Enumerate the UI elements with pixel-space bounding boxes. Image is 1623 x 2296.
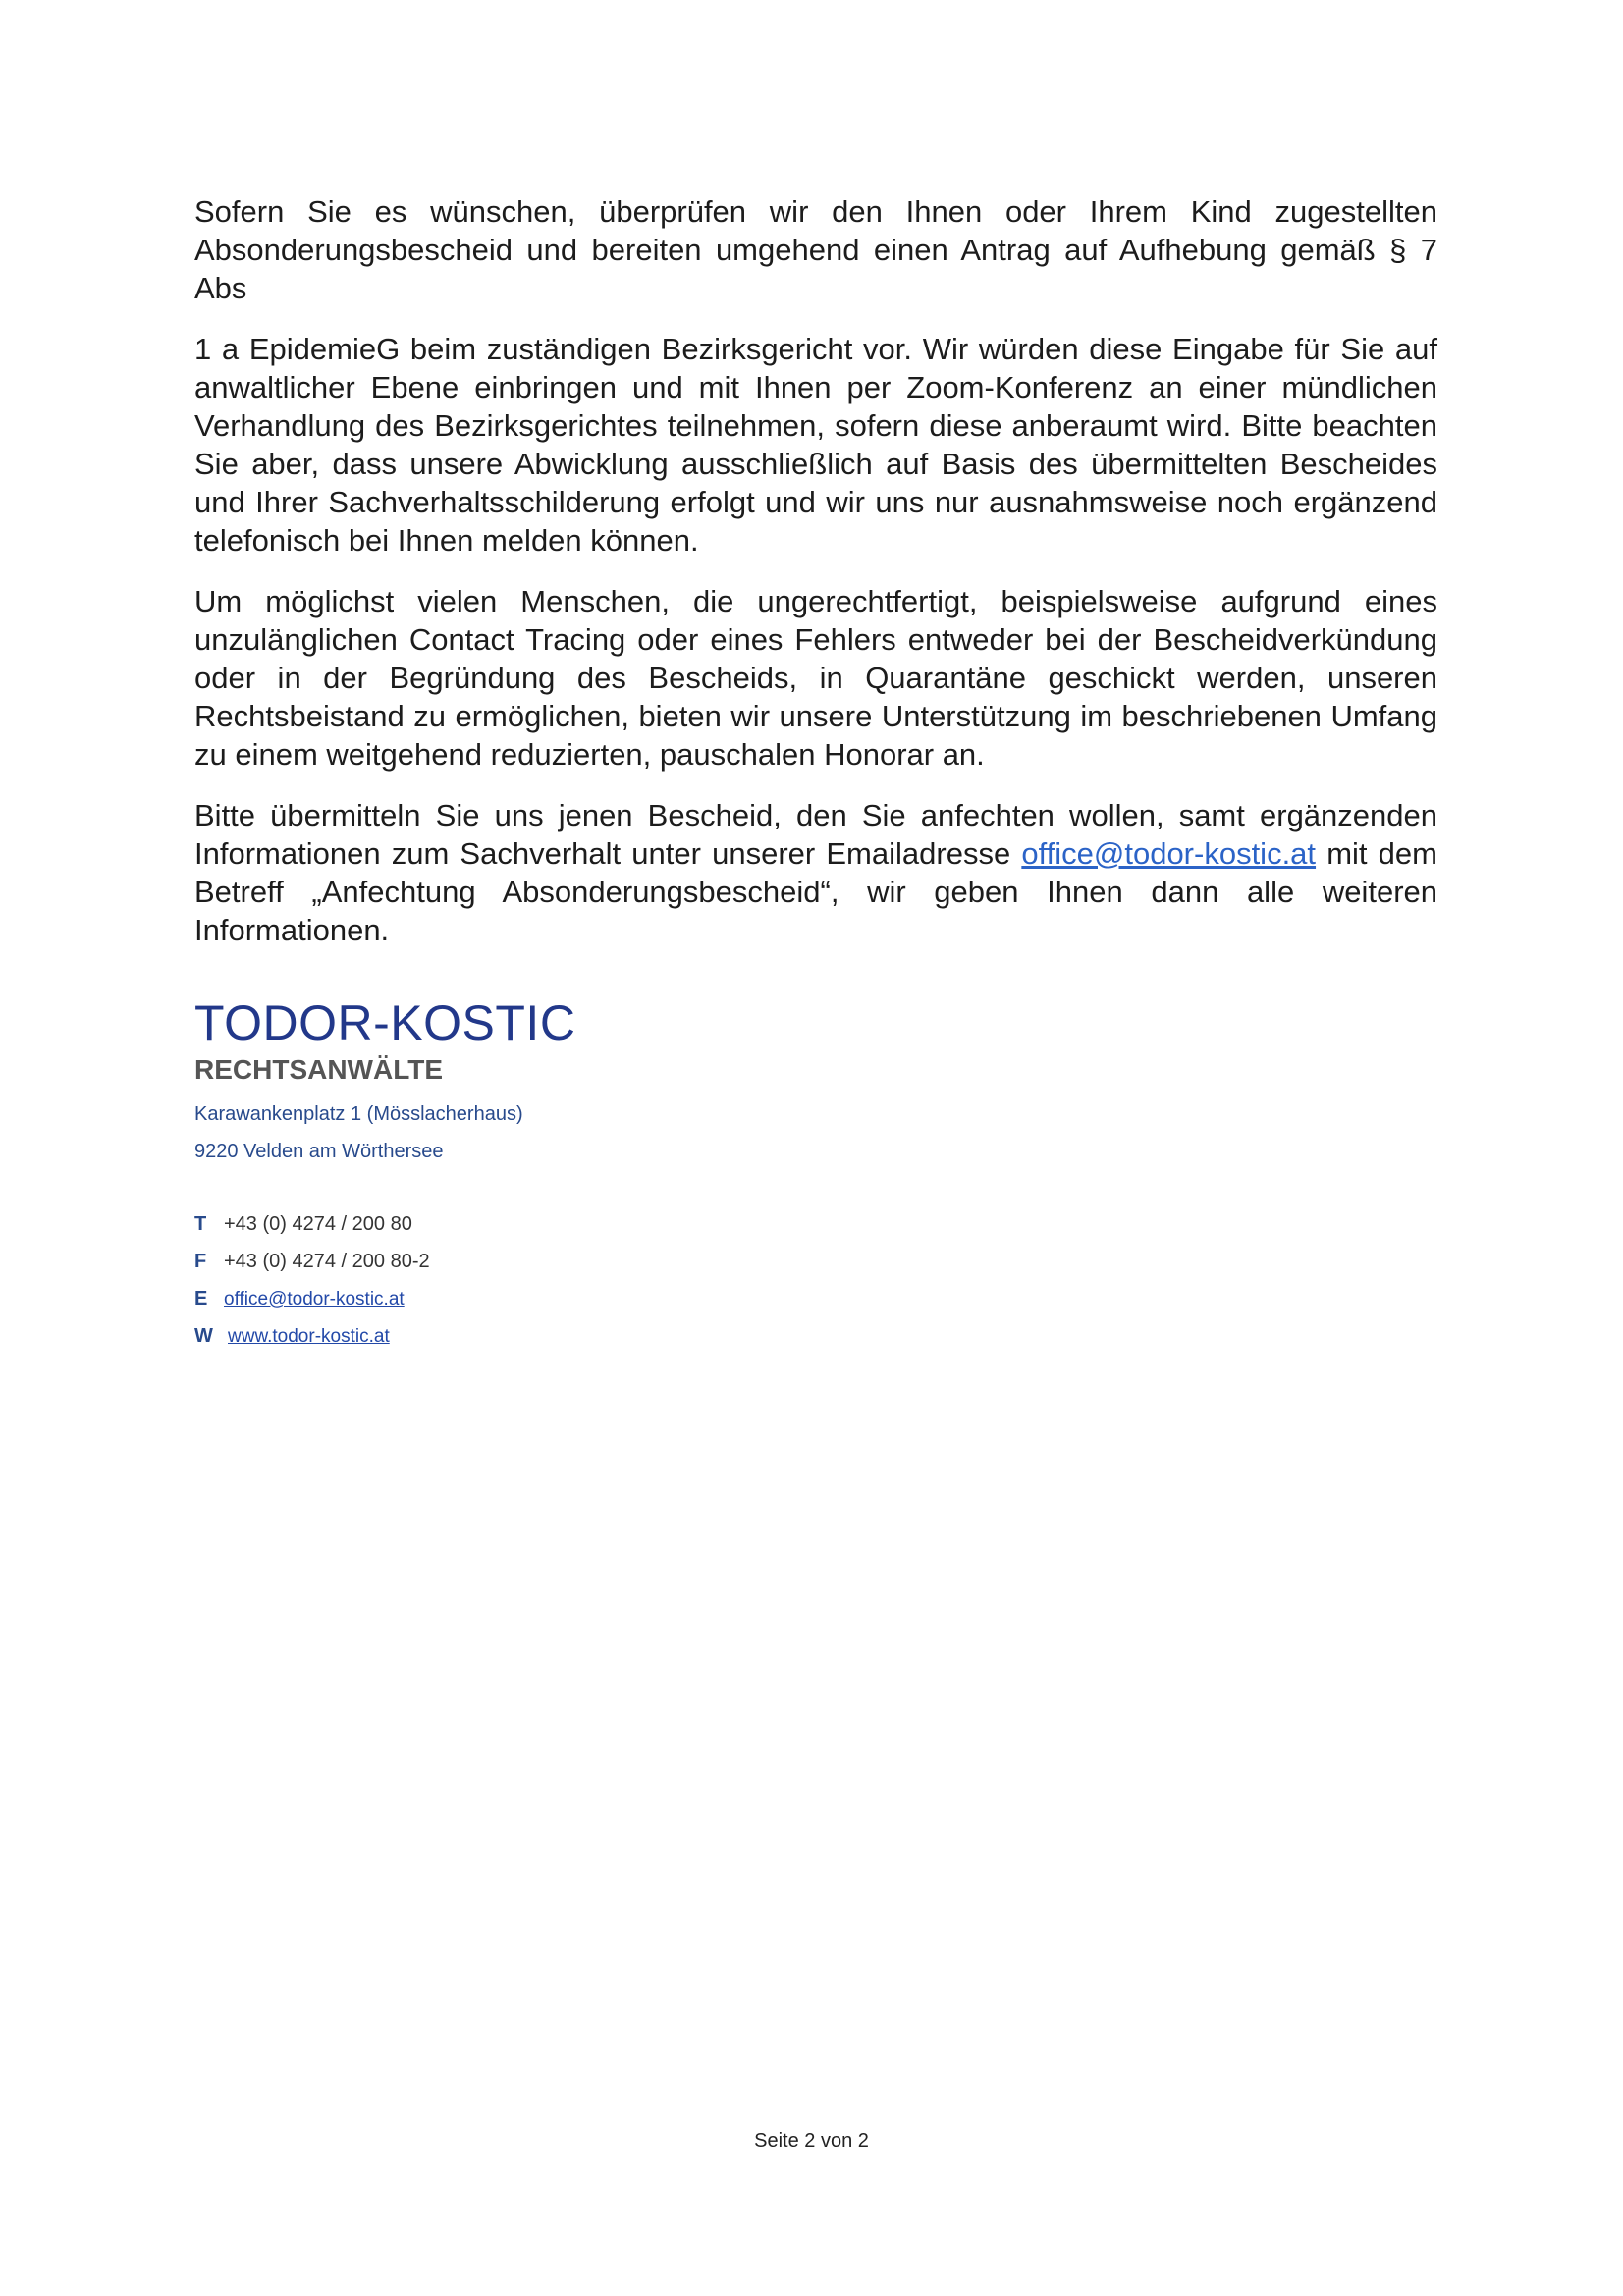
paragraph-4-end: mit dem Betreff „Anfechtung Absonderungsbescheid“, wir geben Ihnen dann alle weiteren Informationen. <box>194 836 1437 947</box>
email-key: E <box>194 1288 208 1309</box>
page-number: Seite 2 von 2 <box>754 2130 869 2152</box>
email-link-inline[interactable]: office@todor-kostic.at <box>1021 836 1317 871</box>
contact-web <box>194 1317 575 1355</box>
paragraph-1: Sofern Sie es wünschen, überprüfen wir den Ihnen oder Ihrem Kind zugestellten Absonderungsbescheid und bereiten umgehend einen Antrag auf Aufhebung gemäß § 7 Abs <box>194 194 1437 305</box>
paragraph-2: 1 a EpidemieG beim zuständigen Bezirksgericht vor. Wir würden diese Eingabe für Sie auf anwaltlicher Ebene einbringen und mit Ihnen per Zoom-Konferenz an einer mündlichen Verhandlung des Bezirksgerichtes teilnehmen, sofern diese anberaumt wird. Bitte beachten Sie aber, dass unsere Abwicklung ausschließlich auf Basis des übermittelten Bescheides und Ihrer Sachverhaltsschilderung erfolgt und wir uns nur ausnahmsweise noch ergänzend telefonisch bei Ihnen melden können. <box>194 332 1437 558</box>
contact-list <box>194 1205 575 1355</box>
web-key: W <box>194 1325 213 1347</box>
paragraph-3: Um möglichst vielen Menschen, die ungerechtfertigt, beispielsweise aufgrund eines unzulänglichen Contact Tracing oder eines Fehlers entweder bei der Bescheidverkündung oder in der Begründung des Bescheids, in Quarantäne geschickt werden, unseren Rechtsbeistand zu ermöglichen, bieten wir unsere Unterstützung im beschriebenen Umfang zu einem weitgehend reduzierten, pauschalen Honorar an. <box>194 584 1437 772</box>
contact-phone <box>194 1205 575 1243</box>
address-line-1: Karawankenplatz 1 (Mösslacherhaus) <box>194 1103 523 1125</box>
firm-subtitle: RECHTSANWÄLTE <box>194 1054 444 1085</box>
fax-key: F <box>194 1251 207 1272</box>
firm-name: TODOR-KOSTIC <box>194 995 576 1050</box>
contact-email <box>194 1280 575 1317</box>
signature-block <box>194 993 575 1355</box>
email-link[interactable]: office@todor-kostic.at <box>224 1289 405 1309</box>
phone-value: +43 (0) 4274 / 200 80 <box>224 1213 412 1235</box>
contact-fax <box>194 1243 575 1280</box>
fax-value: +43 (0) 4274 / 200 80-2 <box>224 1251 430 1272</box>
paragraph-4-start: Bitte übermitteln Sie uns jenen Bescheid, den Sie anfechten wollen, samt ergänzenden Informationen zum Sachverhalt unter unserer Emailadresse <box>194 798 1437 871</box>
paragraph-4 <box>194 796 1437 949</box>
letter-body <box>194 192 1437 949</box>
web-link[interactable]: www.todor-kostic.at <box>228 1326 390 1347</box>
address-line-2: 9220 Velden am Wörthersee <box>194 1141 444 1162</box>
phone-key: T <box>194 1213 207 1235</box>
page-footer <box>0 2130 1623 2153</box>
